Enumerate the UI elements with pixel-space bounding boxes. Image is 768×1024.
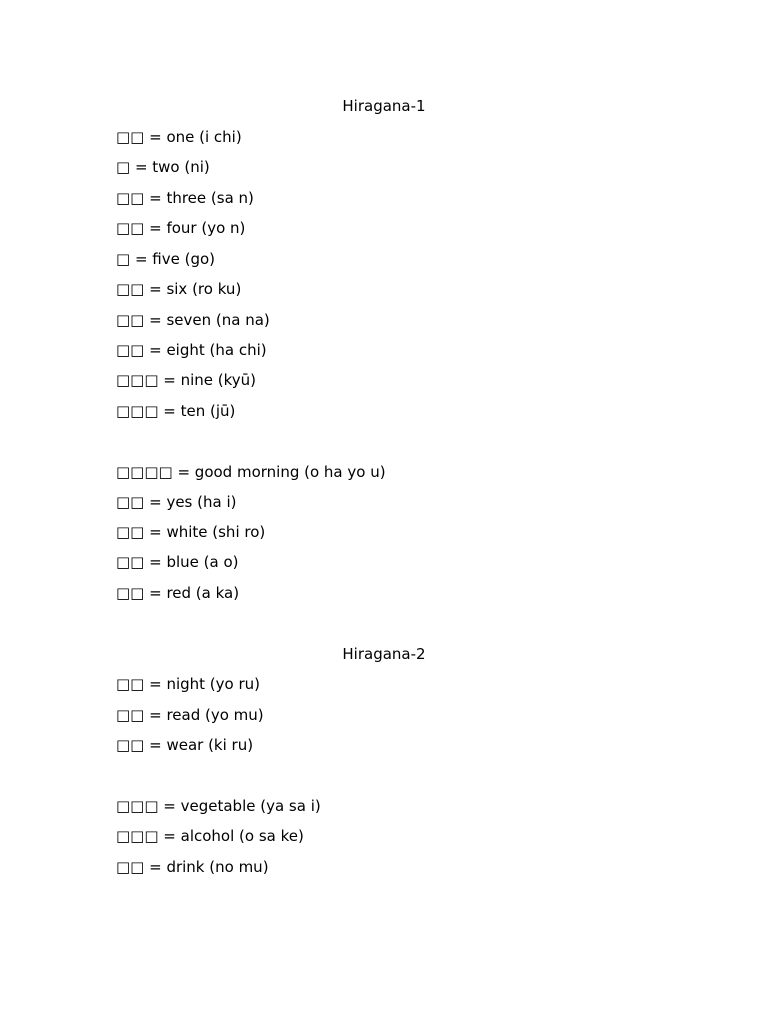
vocab-line: □ = two (ni) [116, 158, 210, 176]
vocab-line: □□ = white (shi ro) [116, 523, 266, 541]
vocab-line: □□ = seven (na na) [116, 311, 270, 329]
vocab-line: □□□ = vegetable (ya sa i) [116, 797, 321, 815]
vocab-line: □□ = blue (a o) [116, 553, 239, 571]
section-title-hiragana-2: Hiragana-2 [342, 645, 426, 663]
vocab-line: □□ = six (ro ku) [116, 280, 242, 298]
vocab-line: □□ = read (yo mu) [116, 706, 264, 724]
vocab-line: □□ = yes (ha i) [116, 493, 237, 511]
vocab-line: □□□ = alcohol (o sa ke) [116, 827, 304, 845]
vocab-line: □□ = drink (no mu) [116, 858, 269, 876]
vocab-line: □□ = wear (ki ru) [116, 736, 254, 754]
vocab-line: □□ = four (yo n) [116, 219, 246, 237]
vocab-line: □ = five (go) [116, 250, 216, 268]
vocab-line: □□ = night (yo ru) [116, 675, 261, 693]
section-title-hiragana-1: Hiragana-1 [342, 97, 426, 115]
vocab-line: □□ = red (a ka) [116, 584, 240, 602]
vocab-line: □□ = one (i chi) [116, 128, 242, 146]
vocab-line: □□□ = ten (jū) [116, 402, 236, 420]
vocab-line: □□□□ = good morning (o ha yo u) [116, 463, 386, 481]
vocab-line: □□□ = nine (kyū) [116, 371, 257, 389]
vocab-line: □□ = eight (ha chi) [116, 341, 267, 359]
vocab-line: □□ = three (sa n) [116, 189, 254, 207]
